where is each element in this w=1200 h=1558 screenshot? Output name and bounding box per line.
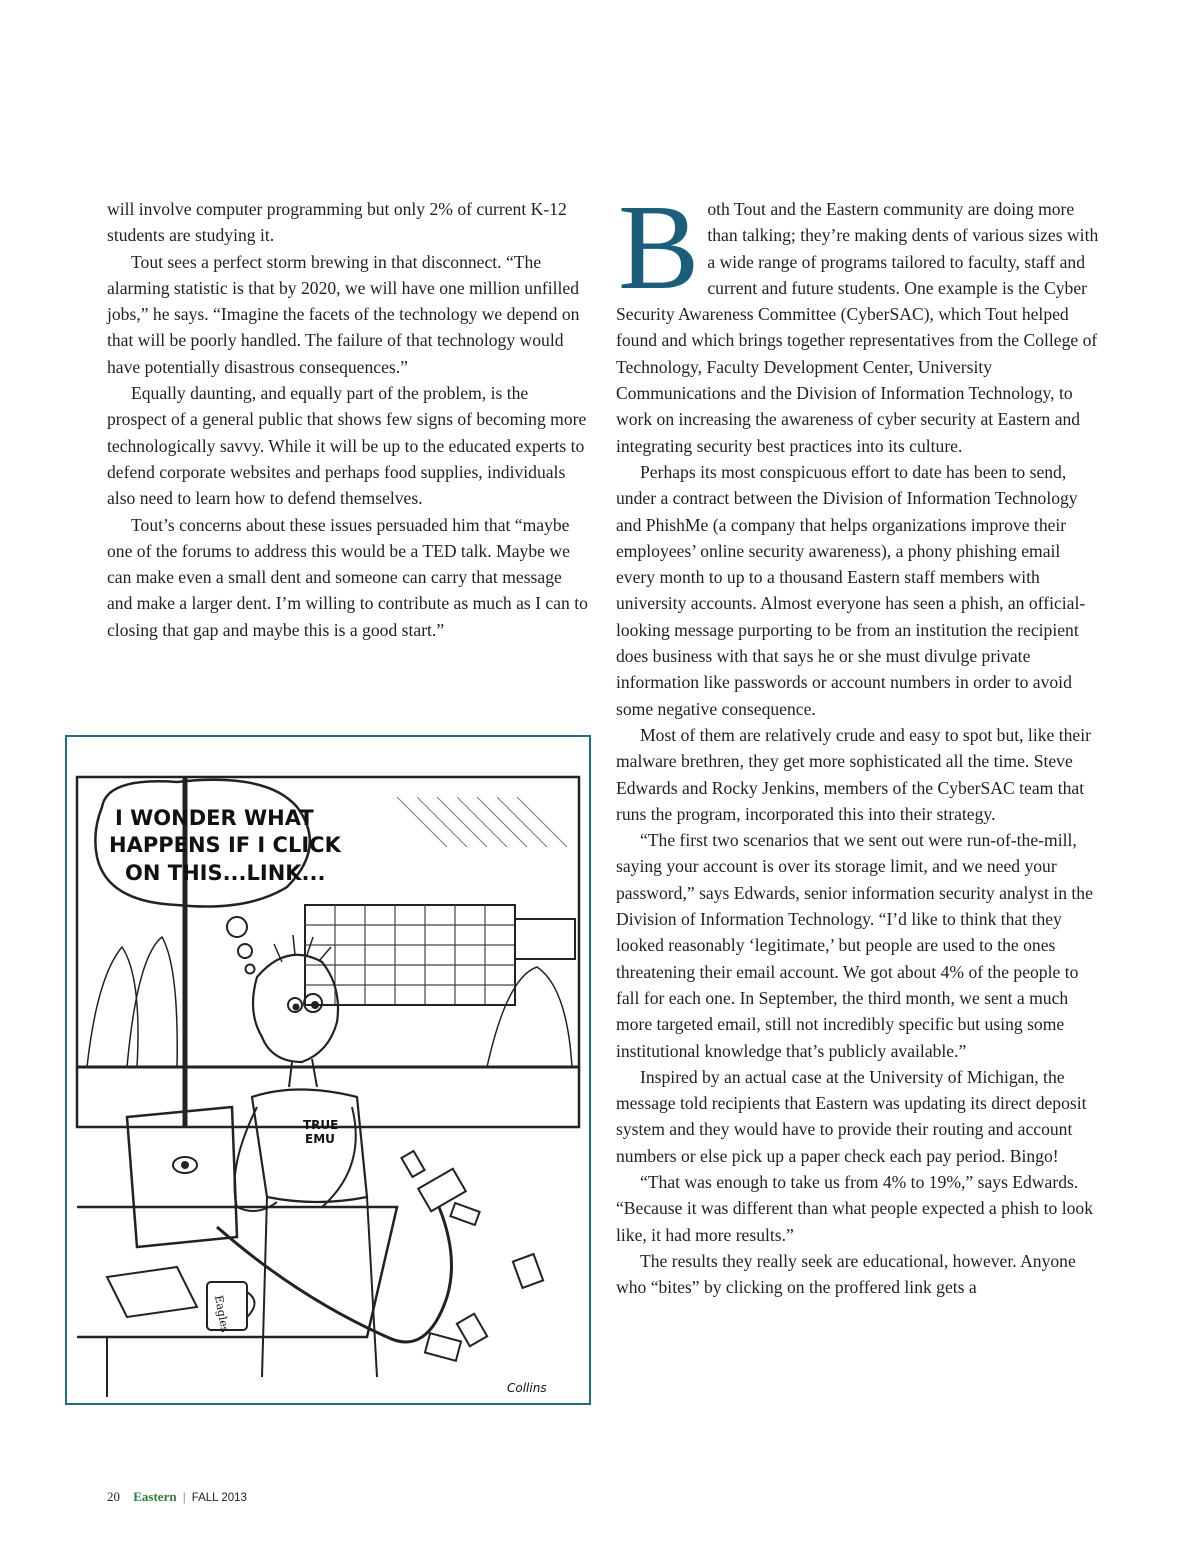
paragraph: will involve computer programming but only 2% of current K-12 students are studying it. [107, 199, 567, 246]
paragraph: Most of them are relatively crude and easy to spot but, like their malware brethren, they get more sophisticated all the time. Steve Edwards and Rocky Jenkins, members of the CyberSAC team that runs the program, incorporated this into their strategy. [616, 724, 1091, 824]
thought-text-line: ON THIS...LINK... [125, 861, 326, 885]
paragraph: Tout’s concerns about these issues persuaded him that “maybe one of the forums to address this would be a TED talk. Maybe we can make even a small dent and someone can carry that message and make a larger dent. I’m willing to contribute as much as I can to closing that gap and maybe this is a good start.” [107, 514, 588, 640]
lead-paragraph [616, 180, 1102, 459]
thought-text-line: I WONDER WHAT [115, 806, 314, 830]
paragraph: “That was enough to take us from 4% to 19%,” says Edwards. “Because it was different than what people expected a phish to look like, it had more results.” [616, 1171, 1093, 1245]
paragraph: Equally daunting, and equally part of the problem, is the prospect of a general public that shows few signs of becoming more technologically savvy. While it will be up to the educated experts to defend corporate websites and perhaps food supplies, individuals also need to learn how to defend themselves. [107, 383, 587, 509]
page-footer [107, 1489, 247, 1505]
footer-separator: | [182, 1489, 186, 1504]
lead-paragraph-text: oth Tout and the Eastern community are doing more than talking; they’re making dents of various sizes with a wide range of programs tailored to faculty, staff and current and future students. One example is the Cyber Security Awareness Committee (CyberSAC), which Tout helped found and which brings together representatives from the College of Technology, Faculty Development Center, University Communications and the Division of Information Technology, to work on increasing the awareness of cyber security at Eastern and integrating security best practices into its culture. [616, 199, 1099, 456]
shirt-text: EMU [305, 1132, 335, 1146]
cartoon-drawing [67, 737, 589, 1403]
paragraph: The results they really seek are educational, however. Anyone who “bites” by clicking on the proffered link gets a [616, 1250, 1076, 1298]
paragraph: “The first two scenarios that we sent out were run-of-the-mill, saying your account is over its storage limit, and we need your password,” says Edwards, senior information security analyst in the Division of Information Technology. “I’d like to think that they looked reasonably ‘legitimate,’ but people are used to the ones threatening their email account. We got about 4% of the people to fall for each one. In September, the third month, we sent a much more targeted email, still not incredibly specific but using some institutional knowledge that’s publicly available.” [616, 830, 1093, 1061]
mug-text: Eagles [212, 1294, 232, 1334]
drop-cap: B [618, 180, 700, 315]
paragraph: Tout sees a perfect storm brewing in that disconnect. “The alarming statistic is that by 2020, we will have one million unfilled jobs,” he says. “Imagine the facets of the technology we depend on that will be poorly handled. The failure of that technology would have potentially disastrous consequences.” [107, 251, 580, 377]
artist-signature: Col⁠lins [507, 1381, 547, 1395]
cartoon-illustration [65, 735, 591, 1405]
issue-label: FALL 2013 [191, 1492, 247, 1504]
page-number: 20 [107, 1489, 120, 1504]
right-column [616, 180, 1102, 1300]
left-column [107, 196, 589, 643]
paragraph: Perhaps its most conspicuous effort to date has been to send, under a contract between the Division of Information Technology and PhishMe (a company that helps organizations improve their employees’ online security awareness), a phony phishing email every month to up to a thousand Eastern staff members with university accounts. Almost everyone has seen a phish, an official-looking message purporting to be from an institution the recipient does business with that says he or she must divulge private information like passwords or account numbers in order to avoid some negative consequence. [616, 461, 1086, 719]
shirt-text: TRUE [303, 1118, 339, 1132]
magazine-name: Eastern [133, 1489, 177, 1504]
paragraph: Inspired by an actual case at the University of Michigan, the message told recipients that Eastern was updating its direct deposit system and they would have to provide their routing and account numbers or else pick up a paper check each pay period. Bingo! [616, 1066, 1087, 1166]
thought-text-line: HAPPENS IF I CLICK [109, 833, 341, 857]
